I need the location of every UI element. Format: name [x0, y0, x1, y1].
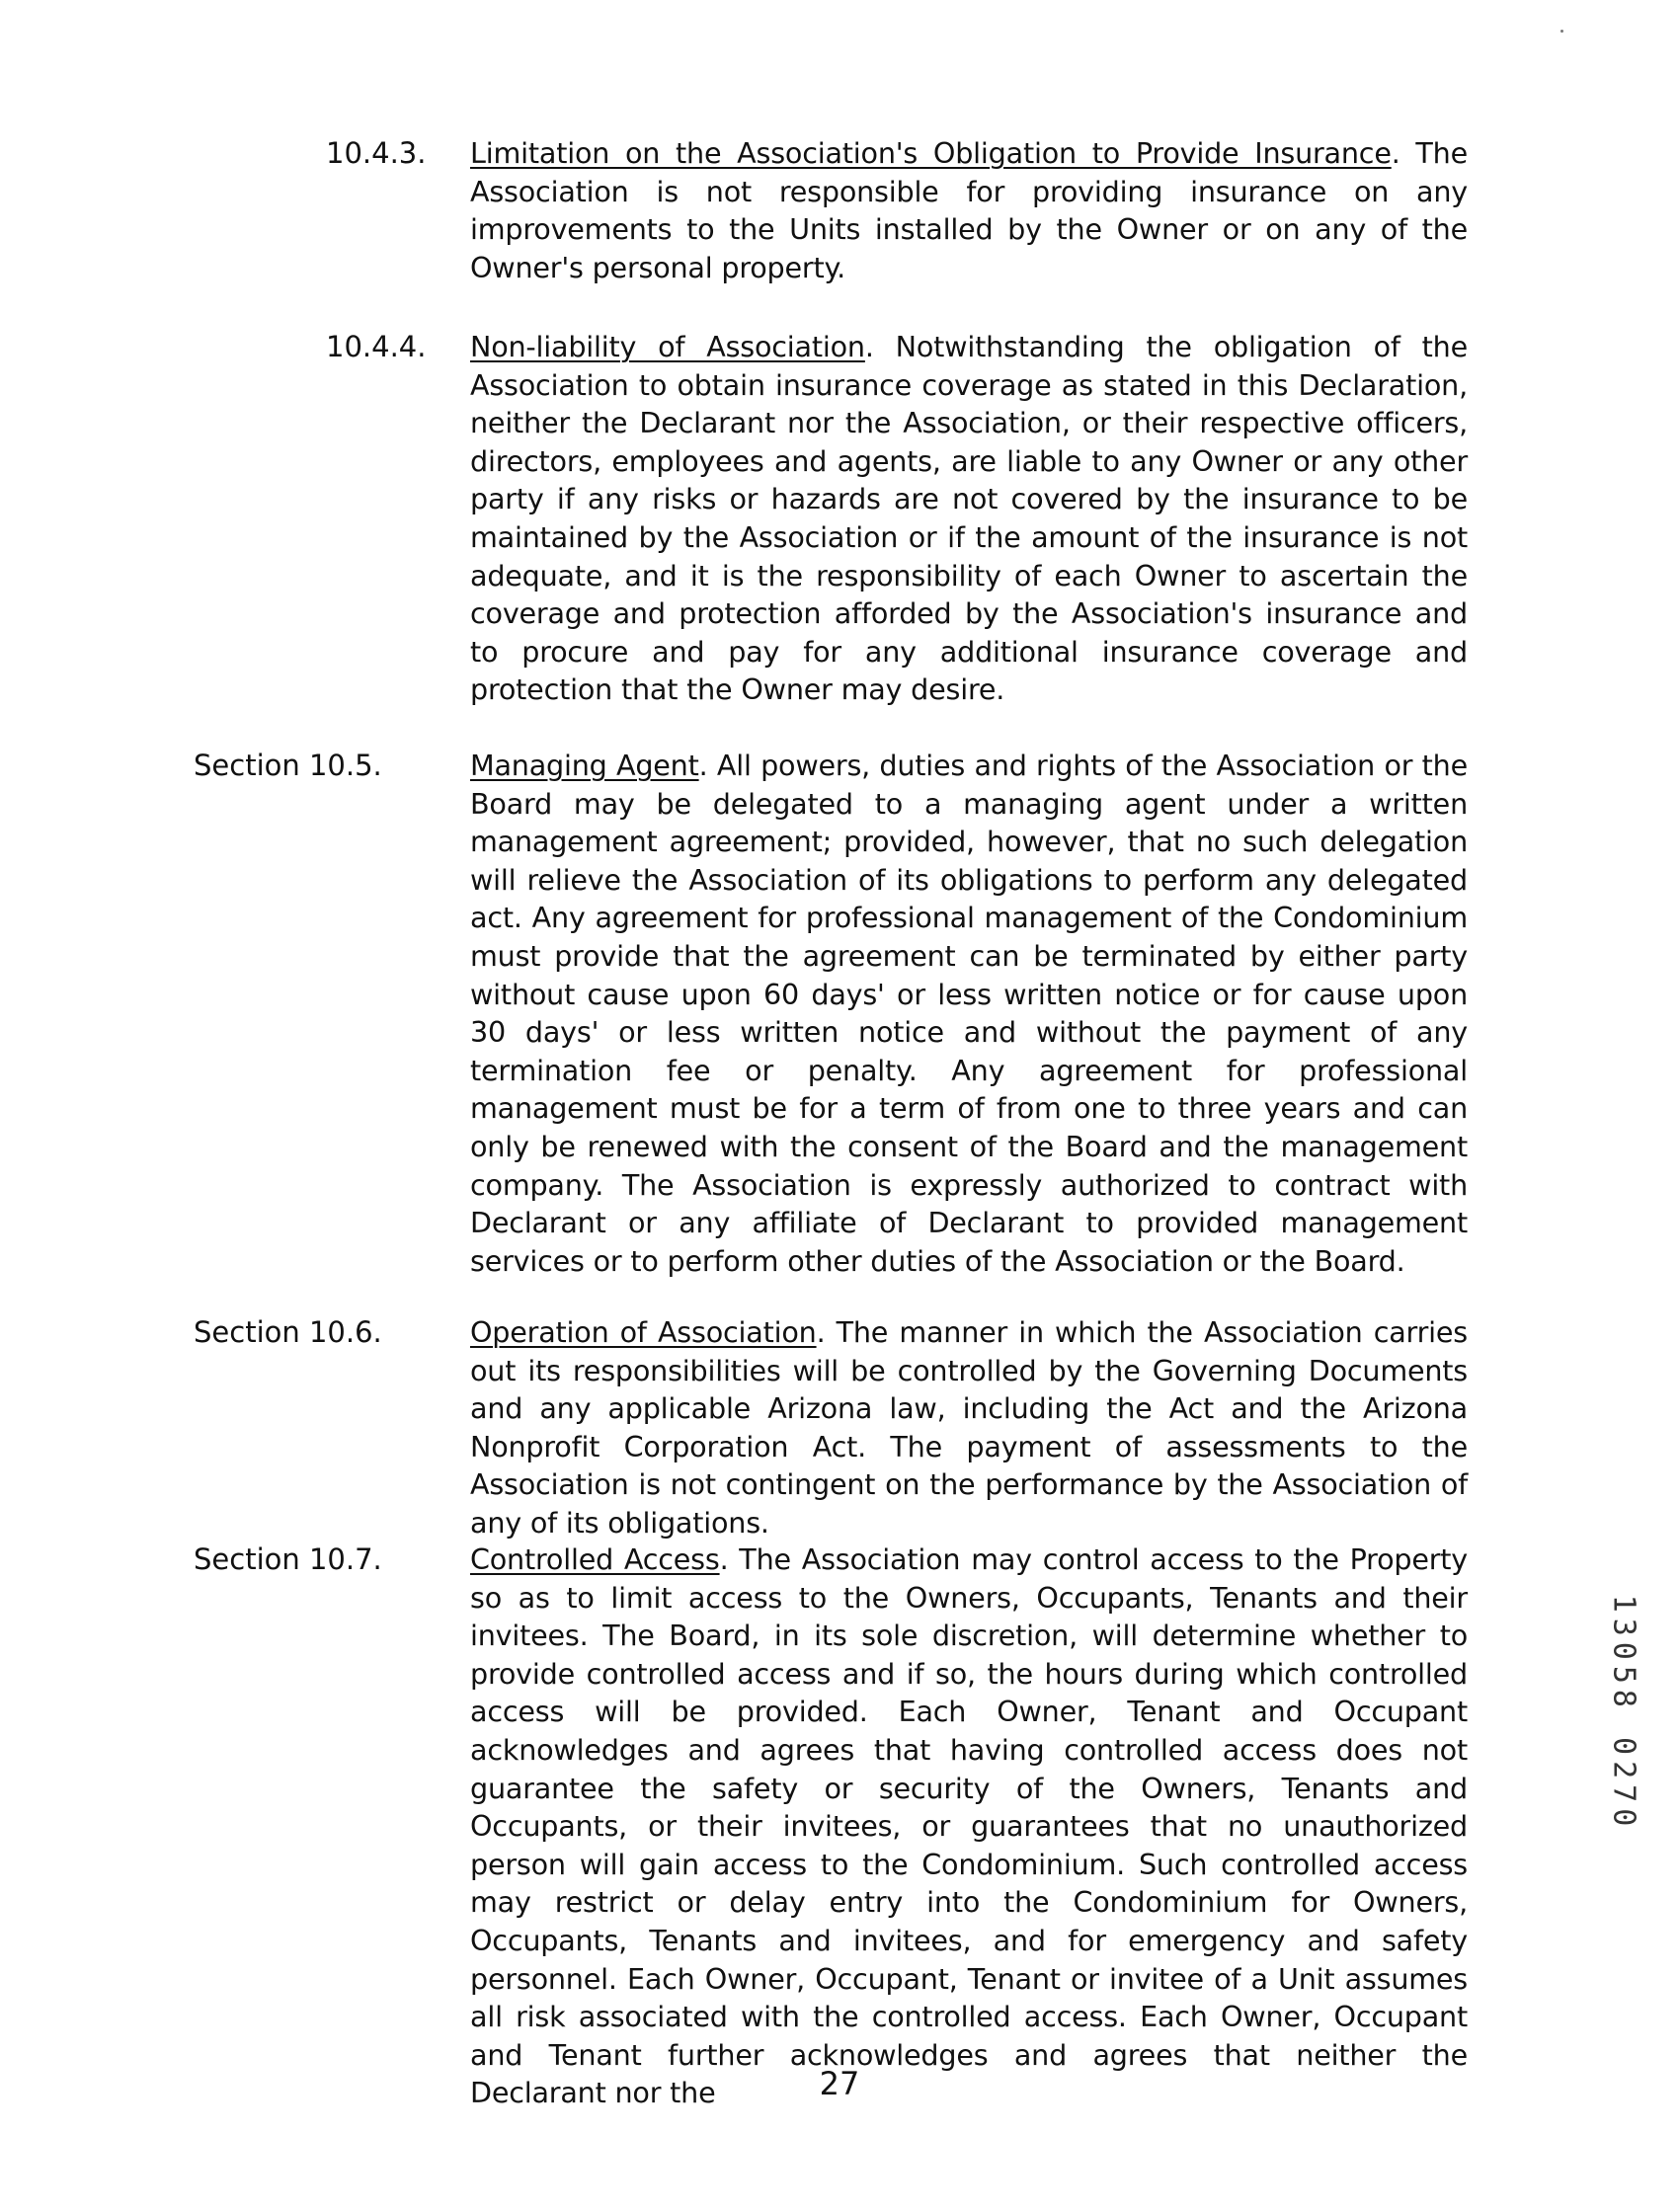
section-heading: Operation of Association: [470, 1315, 817, 1349]
section-10-5: [470, 747, 1468, 1280]
section-text: . All powers, duties and rights of the Association or the Board may be delegated to a managing agent under a written management agreement; provided, however, that no such delegation will relieve the Association of its obligations to perform any delegated act. Any agreement for professional management of the Condominium must provide that the agreement can be terminated by either party without cause upon 60 days' or less written notice or for cause upon 30 days' or less written notice and without the payment of any termination fee or penalty. Any agreement for professional management must be for a term of from one to three years and can only be renewed with the consent of the Board and the management company. The Association is expressly authorized to contract with Declarant or any affiliate of Declarant to provided management services or to perform other duties of the Association or the Board.: [470, 749, 1468, 1278]
section-number-10-6: Section 10.6.: [194, 1315, 382, 1349]
section-heading: Managing Agent: [470, 749, 699, 782]
section-number-10-4-4: 10.4.4.: [326, 330, 427, 363]
section-text: . The manner in which the Association carries out its responsibilities will be controlled by the Governing Documents and any applicable Arizona law, including the Act and the Arizona Nonprofit Corporation Act. The payment of assessments to the Association is not contingent on the performance by the Association of any of its obligations.: [470, 1315, 1468, 1540]
scan-speck: [1560, 30, 1563, 33]
section-number-10-4-3: 10.4.3.: [326, 136, 427, 170]
recording-stamp: [1604, 1570, 1643, 1856]
recording-stamp-text: 13058 0270: [1606, 1594, 1641, 1833]
page-number: 27: [819, 2065, 860, 2102]
section-heading: Limitation on the Association's Obligation to Provide Insurance: [470, 136, 1392, 170]
section-text: . Notwithstanding the obligation of the Association to obtain insurance coverage as stated in this Declaration, neither the Declarant nor the Association, or their respective officers, directors, employees and agents, are liable to any Owner or any other party if any risks or hazards are not covered by the insurance to be maintained by the Association or if the amount of the insurance is not adequate, and it is the responsibility of each Owner to ascertain the coverage and protection afforded by the Association's insurance and to procure and pay for any additional insurance coverage and protection that the Owner may desire.: [470, 330, 1468, 707]
section-heading: Controlled Access: [470, 1542, 720, 1576]
section-number-10-5: Section 10.5.: [194, 749, 382, 782]
section-text: . The Association may control access to the Property so as to limit access to the Owners, Occupants, Tenants and their invitees. The Board, in its sole discretion, will determine whether to provide controlled access and if so, the hours during which controlled access will be provided. Each Owner, Tenant and Occupant acknowledges and agrees that having controlled access does not guarantee the safety or security of the Owners, Tenants and Occupants, or their invitees, or guarantees that no unauthorized person will gain access to the Condominium. Such controlled access may restrict or delay entry into the Condominium for Owners, Occupants, Tenants and invitees, and for emergency and safety personnel. Each Owner, Occupant, Tenant or invitee of a Unit assumes all risk associated with the controlled access. Each Owner, Occupant and Tenant further acknowledges and agrees that neither the Declarant nor the: [470, 1542, 1468, 2110]
section-number-10-7: Section 10.7.: [194, 1542, 382, 1576]
section-10-7: [470, 1540, 1468, 2112]
section-heading: Non-liability of Association: [470, 330, 865, 363]
section-text: . The Association is not responsible for providing insurance on any improvements to the Units installed by the Owner or on any of the Owner's personal property.: [470, 136, 1468, 284]
section-10-6: [470, 1313, 1468, 1542]
section-10-4-3: [470, 134, 1468, 286]
section-10-4-4: [470, 328, 1468, 709]
